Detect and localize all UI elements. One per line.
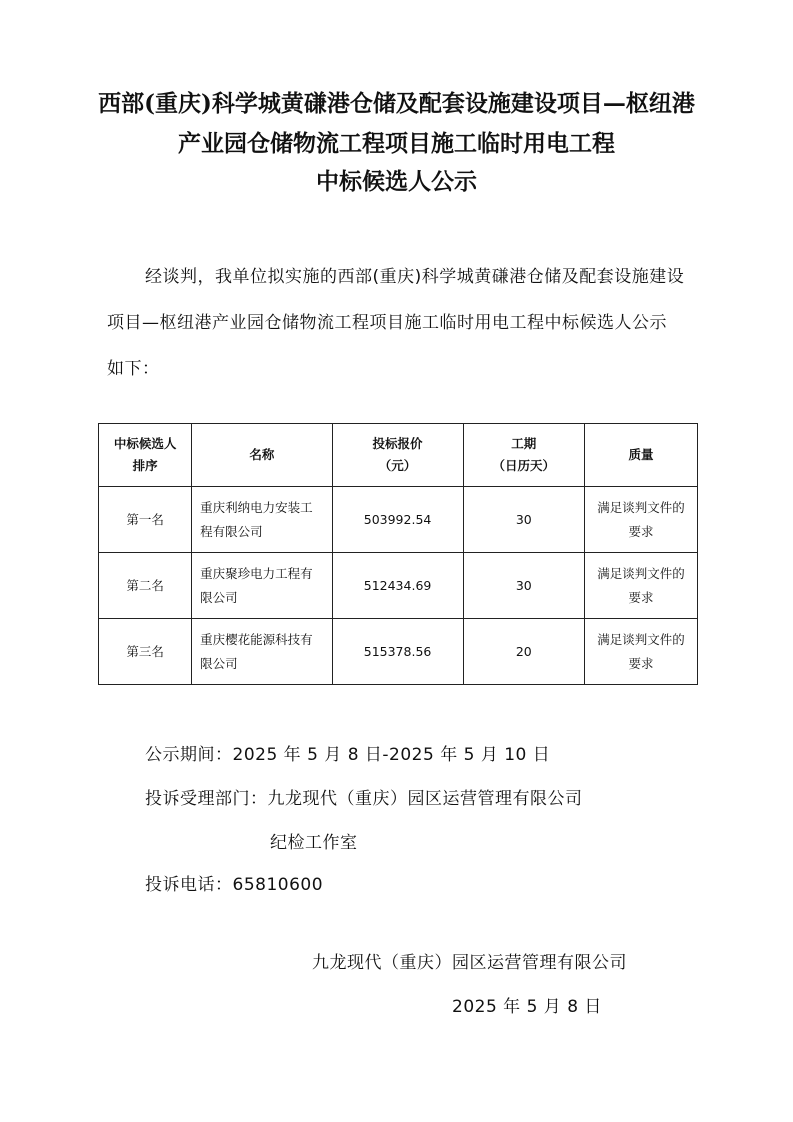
- cell-quality: [585, 619, 698, 685]
- candidate-table: [98, 423, 698, 685]
- cell-period: 20: [463, 619, 584, 685]
- header-rank-line2: 排序: [132, 458, 158, 473]
- cell-rank: 第二名: [99, 553, 192, 619]
- header-name: [192, 424, 332, 487]
- cell-name-line2: 限公司: [200, 589, 238, 605]
- cell-name-line1: 重庆聚珍电力工程有: [200, 565, 313, 581]
- header-quality: [585, 424, 698, 487]
- table-row: [99, 619, 698, 685]
- signature-company: 九龙现代（重庆）园区运营管理有限公司: [312, 953, 627, 973]
- intro-paragraph-line1: 经谈判，我单位拟实施的西部(重庆)科学城黄磏港仓储及配套设施建设: [145, 267, 685, 287]
- cell-price: 503992.54: [332, 487, 463, 553]
- cell-name-line1: 重庆樱花能源科技有: [200, 631, 313, 647]
- table-row: [99, 487, 698, 553]
- header-period-line2: （日历天）: [492, 458, 556, 473]
- cell-quality-line2: 要求: [628, 655, 654, 671]
- table-header-row: [99, 424, 698, 487]
- header-quality-text: 质量: [628, 447, 654, 462]
- header-rank: [99, 424, 192, 487]
- signature-date: 2025 年 5 月 8 日: [452, 997, 602, 1017]
- intro-paragraph-line2: 项目—枢纽港产业园仓储物流工程项目施工临时用电工程中标候选人公示: [107, 313, 667, 333]
- cell-name: [192, 619, 332, 685]
- table-row: [99, 553, 698, 619]
- document-title-line3: 中标候选人公示: [316, 168, 477, 195]
- cell-quality: [585, 487, 698, 553]
- cell-price: 512434.69: [332, 553, 463, 619]
- header-period-line1: 工期: [511, 436, 537, 451]
- cell-period: 30: [463, 553, 584, 619]
- header-price-line1: 投标报价: [372, 436, 423, 451]
- header-price-line2: （元）: [378, 458, 417, 473]
- complaint-department-office: 纪检工作室: [270, 833, 358, 853]
- header-rank-line1: 中标候选人: [113, 436, 177, 451]
- document-title-line2: 产业园仓储物流工程项目施工临时用电工程: [178, 130, 615, 157]
- cell-rank: 第三名: [99, 619, 192, 685]
- cell-quality-line1: 满足谈判文件的: [597, 565, 685, 581]
- cell-quality-line1: 满足谈判文件的: [597, 499, 685, 515]
- header-name-text: 名称: [249, 447, 275, 462]
- cell-rank: 第一名: [99, 487, 192, 553]
- cell-quality-line2: 要求: [628, 589, 654, 605]
- cell-name-line2: 限公司: [200, 655, 238, 671]
- cell-quality-line1: 满足谈判文件的: [597, 631, 685, 647]
- cell-name: [192, 553, 332, 619]
- cell-quality: [585, 553, 698, 619]
- complaint-department: 投诉受理部门：九龙现代（重庆）园区运营管理有限公司: [145, 789, 583, 809]
- cell-name-line1: 重庆利纳电力安装工: [200, 499, 313, 515]
- document-title-line1: 西部(重庆)科学城黄磏港仓储及配套设施建设项目—枢纽港: [98, 90, 695, 117]
- intro-paragraph-line3: 如下：: [107, 359, 160, 379]
- complaint-phone: 投诉电话：65810600: [145, 875, 324, 895]
- publicity-period: 公示期间：2025 年 5 月 8 日-2025 年 5 月 10 日: [145, 745, 551, 765]
- cell-quality-line2: 要求: [628, 523, 654, 539]
- cell-name: [192, 487, 332, 553]
- header-price: [332, 424, 463, 487]
- cell-price: 515378.56: [332, 619, 463, 685]
- cell-period: 30: [463, 487, 584, 553]
- cell-name-line2: 程有限公司: [200, 523, 263, 539]
- header-period: [463, 424, 584, 487]
